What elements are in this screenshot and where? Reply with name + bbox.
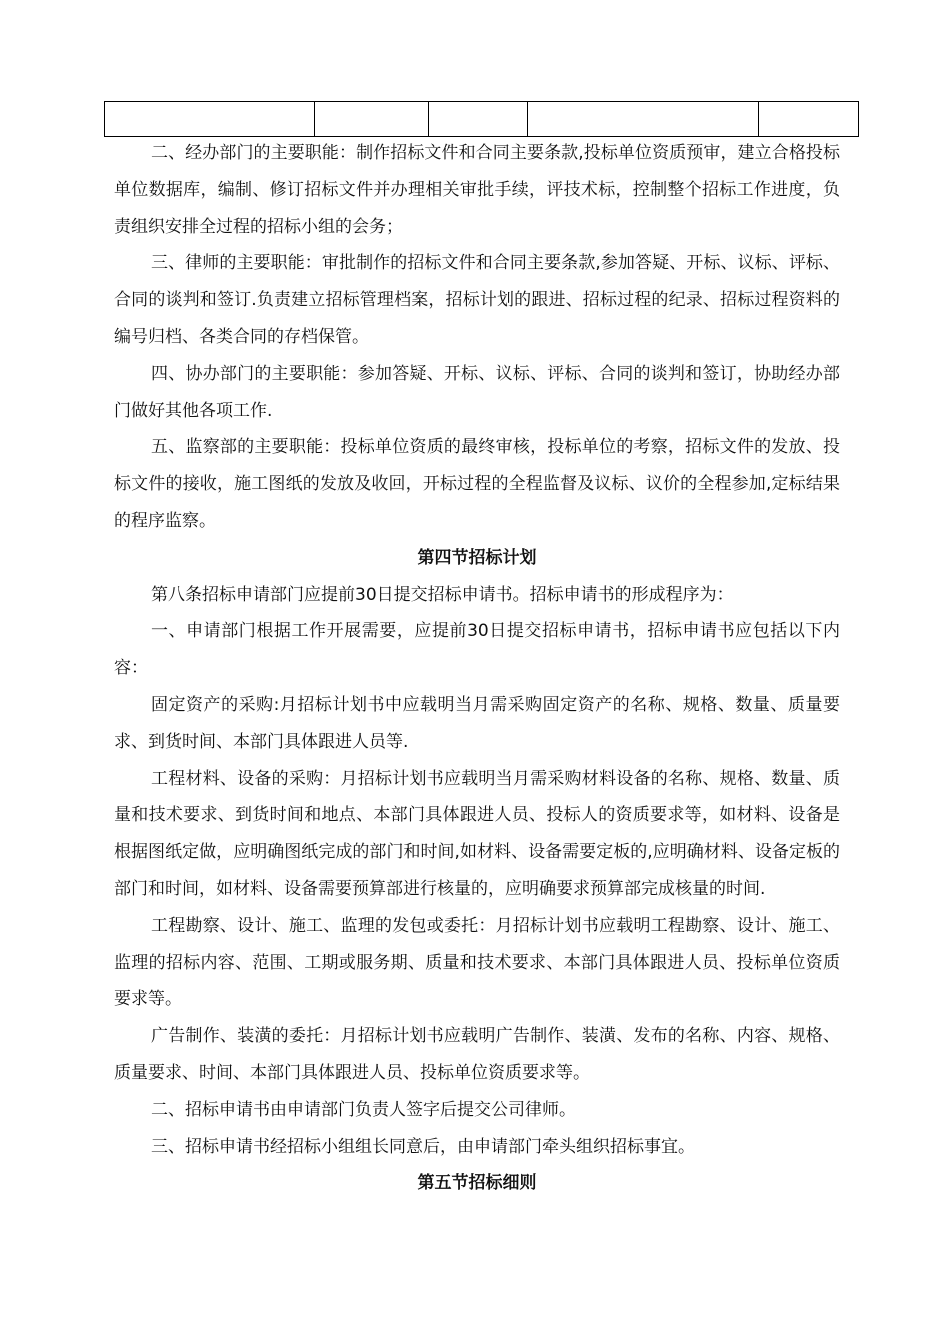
paragraph-lawyer-duties: 三、律师的主要职能：审批制作的招标文件和合同主要条款,参加答疑、开标、议标、评标、合同的谈判和签订.负责建立招标管理档案，招标计划的跟进、招标过程的纪录、招标过程资料的编号归档、各类合同的存档保管。 bbox=[114, 253, 840, 347]
paragraph-signature: 二、招标申请书由申请部门负责人签字后提交公司律师。 bbox=[151, 1099, 576, 1120]
section-heading-4: 第四节招标计划 bbox=[417, 547, 537, 568]
paragraph-fixed-assets: 固定资产的采购:月招标计划书中应载明当月需采购固定资产的名称、规格、数量、质量要求、到货时间、本部门具体跟进人员等. bbox=[114, 694, 840, 752]
paragraph-engineering: 工程勘察、设计、施工、监理的发包或委托：月招标计划书应载明工程勘察、设计、施工、监理的招标内容、范围、工期或服务期、质量和技术要求、本部门具体跟进人员、投标单位资质要求等。 bbox=[114, 915, 840, 1010]
table-cell bbox=[759, 102, 859, 137]
table-cell bbox=[315, 102, 429, 137]
paragraph-assist-dept-duties: 四、协办部门的主要职能：参加答疑、开标、议标、评标、合同的谈判和签订，协助经办部门做好其他各项工作. bbox=[114, 363, 840, 421]
paragraph-supervision-duties: 五、监察部的主要职能：投标单位资质的最终审核，投标单位的考察，招标文件的发放、投标文件的接收，施工图纸的发放及收回，开标过程的全程监督及议标、议价的全程参加,定标结果的程序监察。 bbox=[114, 437, 840, 531]
paragraph-application-content: 一、申请部门根据工作开展需要，应提前30日提交招标申请书，招标申请书应包括以下内容： bbox=[114, 621, 840, 679]
partial-table bbox=[104, 101, 859, 137]
paragraph-advertising: 广告制作、装潢的委托：月招标计划书应载明广告制作、装潢、发布的名称、内容、规格、质量要求、时间、本部门具体跟进人员、投标单位资质要求等。 bbox=[114, 1026, 840, 1083]
document-body bbox=[114, 135, 840, 1202]
section-heading-5: 第五节招标细则 bbox=[417, 1173, 537, 1194]
table-cell bbox=[105, 102, 315, 137]
paragraph-approval: 三、招标申请书经招标小组组长同意后，由申请部门牵头组织招标事宜。 bbox=[151, 1136, 695, 1157]
paragraph-materials-equipment: 工程材料、设备的采购：月招标计划书应载明当月需采购材料设备的名称、规格、数量、质量和技术要求、到货时间和地点、本部门具体跟进人员、投标人的资质要求等，如材料、设备是根据图纸定做，应明确图纸完成的部门和时间,如材料、设备需要定板的,应明确材料、设备定板的部门和时间，如材料、设备需要预算部进行核量的，应明确要求预算部完成核量的时间. bbox=[114, 768, 840, 899]
paragraph-article-8: 第八条招标申请部门应提前30日提交招标申请书。招标申请书的形成程序为： bbox=[151, 584, 734, 605]
table-row bbox=[105, 102, 859, 137]
paragraph-lead-dept-duties: 二、经办部门的主要职能：制作招标文件和合同主要条款,投标单位资质预审，建立合格投标单位数据库，编制、修订招标文件并办理相关审批手续，评技术标，控制整个招标工作进度，负责组织安排全过程的招标小组的会务； bbox=[114, 143, 840, 237]
table-cell bbox=[429, 102, 528, 137]
table-cell bbox=[528, 102, 759, 137]
